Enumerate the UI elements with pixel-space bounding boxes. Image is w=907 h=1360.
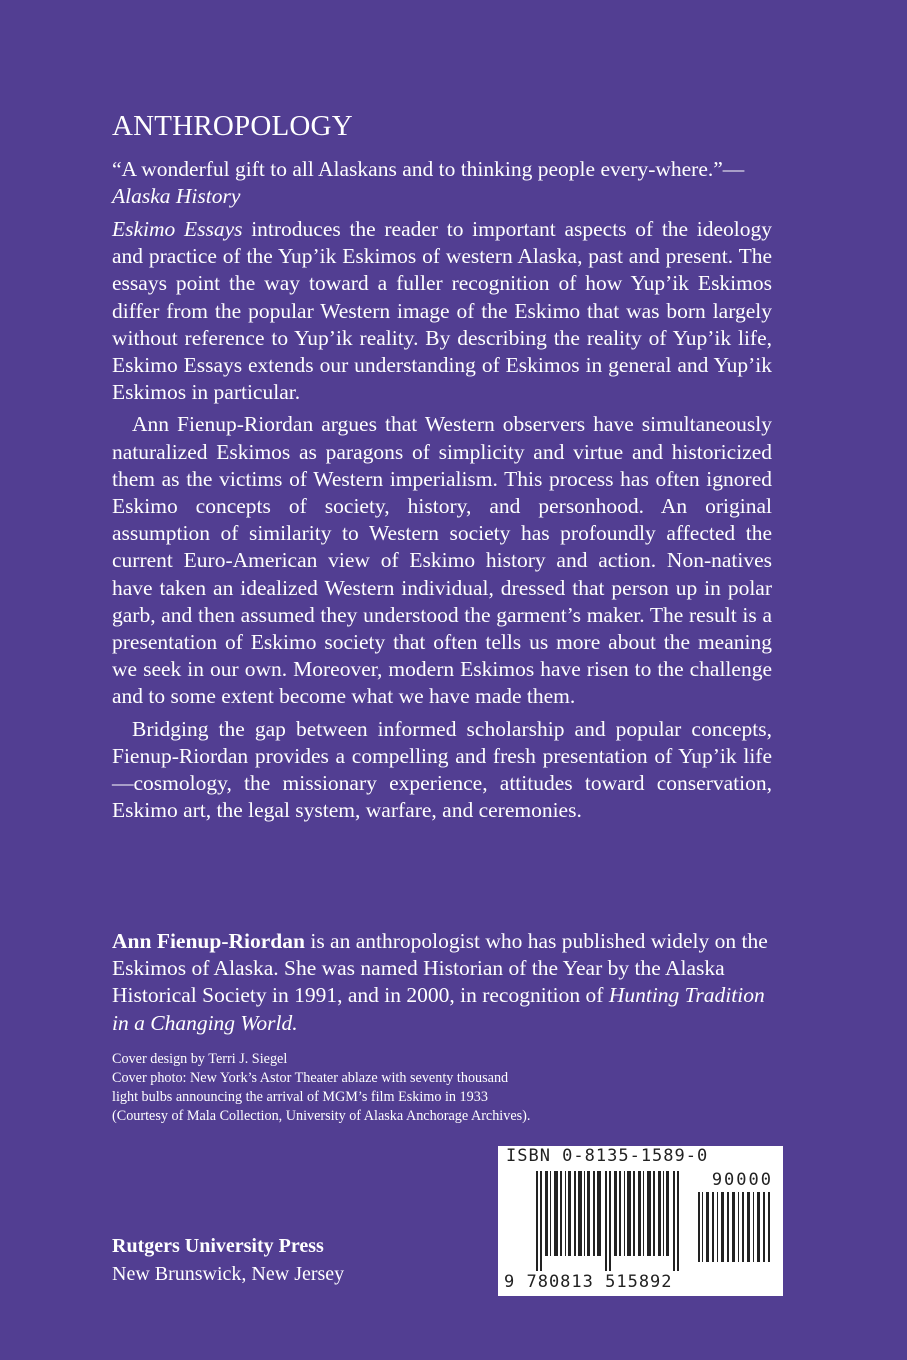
price-bars-icon: [698, 1192, 773, 1262]
review-quote: [112, 156, 777, 210]
price-code: 90000: [711, 1170, 773, 1190]
paragraph-2: Ann Fienup-Riordan argues that Western observers have simultaneously naturalized Eskimos as paragons of simplicity and virtue and historicized them as the victims of Western imperialism. This process has often ignored Eskimo concepts of society, history, and personhood. An original assumption of similarity to Western society has profoundly affected the current Euro-American view of Eskimo history and action. Non-natives have taken an idealized Western individual, dressed that person up in polar garb, and then assumed they understood the garment’s maker. The result is a presentation of Eskimo society that often tells us more about the meaning we seek in our own. Moreover, modern Eskimos have risen to the challenge and to some extent become what we have made them.: [112, 412, 772, 709]
credit-line: Cover photo: New York’s Astor Theater ablaze with seventy thousand: [112, 1070, 509, 1086]
paragraph-1: [112, 216, 772, 406]
description: [112, 216, 772, 824]
quote-text: “A wonderful gift to all Alaskans and to thinking people every-where.”—: [112, 157, 745, 181]
book-title: Eskimo Essays: [112, 217, 243, 241]
isbn-label: ISBN 0-8135-1589-0: [506, 1146, 709, 1166]
barcode-bars-icon: [536, 1171, 686, 1271]
author-name: Ann Fienup-Riordan: [112, 929, 305, 953]
quote-source: Alaska History: [112, 184, 241, 208]
publisher-block: [112, 1232, 344, 1288]
author-bio: [112, 928, 774, 1037]
publisher-location: New Brunswick, New Jersey: [112, 1263, 345, 1285]
cover-credits: [112, 1050, 672, 1126]
publisher-name: Rutgers University Press: [112, 1235, 324, 1257]
paragraph-3: Bridging the gap between informed scholarship and popular concepts, Fienup-Riordan provides a compelling and fresh presentation of Yup’ik life—cosmology, the missionary experience, attitudes toward conservation, Eskimo art, the legal system, warfare, and ceremonies.: [112, 716, 772, 823]
bio-book-title: Hunting Tradition in a Changing World.: [112, 983, 765, 1035]
category-heading: ANTHROPOLOGY: [112, 110, 353, 142]
credit-line: (Courtesy of Mala Collection, University of Alaska Anchorage Archives).: [112, 1108, 531, 1124]
credit-line: light bulbs announcing the arrival of MGM’s film Eskimo in 1933: [112, 1089, 488, 1105]
ean-number: 9 780813 515892: [504, 1272, 673, 1292]
paragraph-text: introduces the reader to important aspects of the ideology and practice of the Yup’ik Eskimos of western Alaska, past and present. The essays point the way toward a fuller recognition of how Yup’ik Eskimos differ from the popular Western image of the Eskimo that was born largely without reference to Yup’ik reality. By describing the reality of Yup’ik life, Eskimo Essays extends our understanding of Eskimos in general and Yup’ik Eskimos in particular.: [112, 217, 773, 405]
credit-line: Cover design by Terri J. Siegel: [112, 1051, 288, 1067]
barcode: [498, 1146, 783, 1296]
bio-text: is an anthropologist who has published widely on the Eskimos of Alaska. She was named Historian of the Year by the Alaska Historical Society in 1991, and in 2000, in recognition of: [112, 929, 768, 1008]
